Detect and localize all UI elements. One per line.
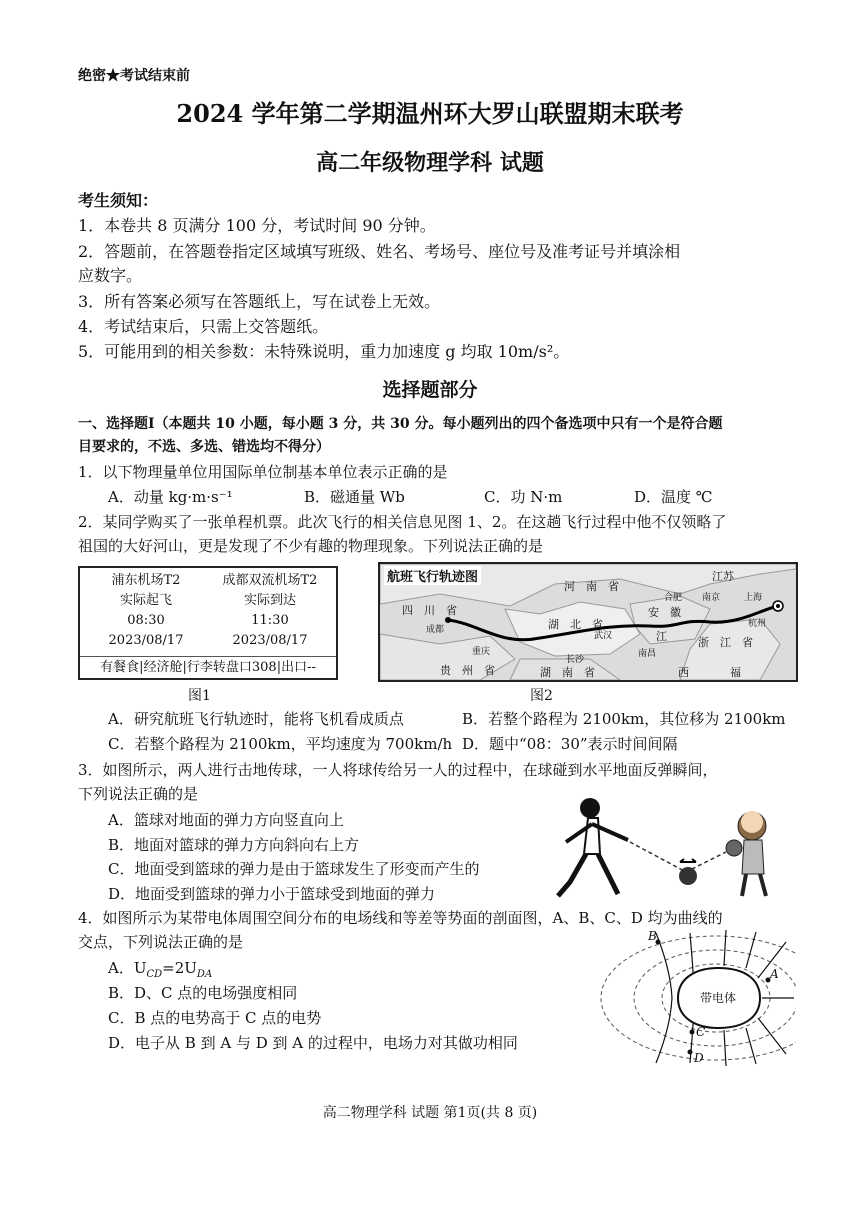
ticket-arr-label: 实际到达 bbox=[243, 593, 296, 608]
map-label: 江 bbox=[656, 630, 667, 643]
q3-option-c: C．地面受到篮球的弹力是由于篮球发生了形变而产生的 bbox=[108, 860, 480, 878]
figure-1-caption: 图1 bbox=[188, 688, 211, 704]
q4-option-c: C．B 点的电势高于 C 点的电势 bbox=[108, 1009, 322, 1027]
page-footer: 高二物理学科 试题 第1页(共 8 页) bbox=[322, 1105, 538, 1121]
section-instruction: 一、选择题Ⅰ（本题共 10 小题，每小题 3 分，共 30 分。每小题列出的四个备选项中只有一个是符合题 bbox=[78, 416, 723, 432]
q2-option-d: D．题中“08：30”表示时间间隔 bbox=[462, 735, 678, 753]
ticket-dep-date: 2023/08/17 bbox=[108, 633, 184, 648]
q2-stem: 2．某同学购买了一张单程机票。此次飞行的相关信息见图 1、2。在这趟飞行过程中他不仅领略了 bbox=[78, 513, 727, 531]
map-label: 贵 州 省 bbox=[440, 664, 495, 677]
map-label: 江苏 bbox=[712, 570, 734, 583]
section-title: 选择题部分 bbox=[382, 379, 478, 401]
map-label: 杭州 bbox=[748, 619, 767, 629]
q4-option-a: A．$U_{CD}=2U_{DA}$ bbox=[108, 959, 213, 980]
electric-field-figure bbox=[596, 928, 796, 1066]
notice-item: 1．本卷共 8 页满分 100 分，考试时间 90 分钟。 bbox=[78, 216, 436, 235]
notice-item: 2．答题前，在答题卷指定区域填写班级、姓名、考场号、座位号及准考证号并填涂相 bbox=[78, 242, 681, 261]
charged-body-label: 带电体 bbox=[700, 991, 737, 1005]
point-d: D bbox=[694, 1051, 704, 1065]
map-label: 湖 北 省 bbox=[548, 618, 603, 631]
ticket-arr-time: 11:30 bbox=[251, 613, 289, 628]
q1-option-d: D．温度 ℃ bbox=[634, 488, 713, 506]
map-label: 合肥 bbox=[664, 593, 683, 603]
map-label: 长沙 bbox=[566, 655, 585, 665]
q2-option-b: B．若整个路程为 2100km，其位移为 2100km bbox=[462, 710, 786, 728]
point-c: C bbox=[696, 1025, 706, 1039]
map-label: 重庆 bbox=[472, 647, 491, 657]
q4-option-d: D．电子从 B 到 A 与 D 到 A 的过程中，电场力对其做功相同 bbox=[108, 1034, 518, 1052]
notice-item: 5．可能用到的相关参数：未特殊说明，重力加速度 g 均取 10m/s²。 bbox=[78, 342, 570, 361]
exam-subtitle: 高二年级物理学科 试题 bbox=[316, 150, 544, 176]
exam-title: 2024 学年第二学期温州环大罗山联盟期末联考 bbox=[176, 99, 684, 128]
point-b: B bbox=[648, 929, 657, 943]
map-label: 南京 bbox=[702, 593, 721, 603]
ticket-from: 浦东机场T2 bbox=[111, 573, 181, 588]
map-label: 西 bbox=[678, 666, 689, 679]
ticket-dep-label: 实际起飞 bbox=[119, 593, 172, 608]
map-label: 浙 江 省 bbox=[698, 636, 753, 649]
q2-option-c: C．若整个路程为 2100km，平均速度为 700km/h bbox=[108, 735, 453, 753]
q3-option-b: B．地面对篮球的弹力方向斜向右上方 bbox=[108, 836, 360, 854]
figure-2-caption: 图2 bbox=[530, 688, 553, 704]
map-label: 成都 bbox=[426, 625, 445, 635]
secret-label: 绝密★考试结束前 bbox=[78, 68, 190, 84]
q4-stem: 4．如图所示为某带电体周围空间分布的电场线和等差等势面的剖面图，A、B、C、D 均为曲线的 bbox=[78, 909, 723, 927]
notice-item: 应数字。 bbox=[78, 266, 143, 285]
map-title: 航班飞行轨迹图 bbox=[384, 566, 481, 585]
q3-stem: 下列说法正确的是 bbox=[78, 785, 199, 803]
notice-item: 3．所有答案必须写在答题纸上，写在试卷上无效。 bbox=[78, 292, 441, 311]
map-label: 四 川 省 bbox=[402, 604, 457, 617]
map-label: 武汉 bbox=[594, 631, 613, 641]
map-label: 安 徽 bbox=[648, 606, 681, 619]
ticket-to: 成都双流机场T2 bbox=[222, 573, 318, 588]
q1-option-c: C．功 N·m bbox=[484, 488, 563, 506]
map-label: 河 南 省 bbox=[564, 580, 619, 593]
map-label: 南昌 bbox=[638, 649, 657, 659]
ticket-arr-date: 2023/08/17 bbox=[232, 633, 308, 648]
q4-option-b: B．D、C 点的电场强度相同 bbox=[108, 984, 298, 1002]
q3-option-a: A．篮球对地面的弹力方向竖直向上 bbox=[108, 811, 344, 829]
map-label: 湖 南 省 bbox=[540, 666, 595, 679]
q1-option-b: B．磁通量 Wb bbox=[304, 488, 405, 506]
flight-ticket-figure bbox=[78, 566, 338, 680]
point-a: A bbox=[770, 967, 779, 981]
bounce-pass-figure bbox=[548, 792, 798, 904]
section-instruction: 目要求的，不选、多选、错选均不得分） bbox=[78, 439, 330, 455]
map-label: 上海 bbox=[744, 593, 763, 603]
q4-stem: 交点，下列说法正确的是 bbox=[78, 933, 244, 951]
q2-option-a: A．研究航班飞行轨迹时，能将飞机看成质点 bbox=[108, 710, 404, 728]
q1-option-a: A．动量 kg·m·s⁻¹ bbox=[108, 488, 233, 506]
notice-item: 4．考试结束后，只需上交答题纸。 bbox=[78, 317, 329, 336]
q1-stem: 1．以下物理量单位用国际单位制基本单位表示正确的是 bbox=[78, 463, 448, 481]
ticket-info: 有餐食|经济舱|行李转盘口308|出口-- bbox=[80, 656, 336, 679]
notice-heading: 考生须知： bbox=[78, 191, 159, 210]
q3-option-d: D．地面受到篮球的弹力小于篮球受到地面的弹力 bbox=[108, 885, 436, 903]
q3-stem: 3．如图所示，两人进行击地传球，一人将球传给另一人的过程中，在球碰到水平地面反弹瞬间， bbox=[78, 761, 718, 779]
q2-stem: 祖国的大好河山，更是发现了不少有趣的物理现象。下列说法正确的是 bbox=[78, 537, 544, 555]
ticket-dep-time: 08:30 bbox=[127, 613, 165, 628]
map-label: 福 bbox=[730, 666, 741, 679]
flight-map-figure bbox=[378, 562, 798, 682]
